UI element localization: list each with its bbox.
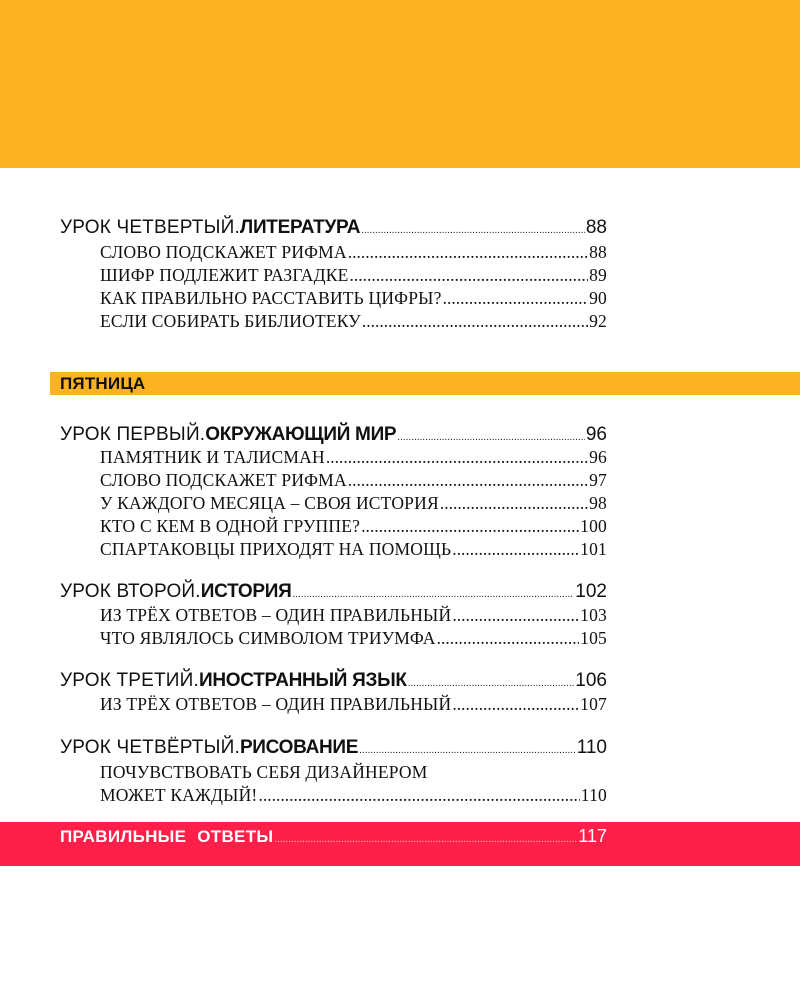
lesson-prefix: УРОК ТРЕТИЙ.	[60, 670, 199, 691]
page-number: 106	[575, 670, 607, 691]
topic-title: ПАМЯТНИК И ТАЛИСМАН	[100, 447, 325, 467]
dot-leader	[348, 470, 588, 491]
topic-title: ЕСЛИ СОБИРАТЬ БИБЛИОТЕКУ	[100, 311, 361, 331]
topic-title: МОЖЕТ КАЖДЫЙ!	[100, 785, 258, 805]
dot-leader	[452, 605, 579, 626]
page-number: 110	[580, 785, 607, 805]
page-number: 110	[576, 737, 607, 758]
dot-leader	[452, 539, 579, 560]
toc-topic[interactable]	[100, 265, 607, 286]
dot-leader	[397, 432, 585, 443]
topic-title: СЛОВО ПОДСКАЖЕТ РИФМА	[100, 470, 347, 490]
lesson-subject: ЛИТЕРАТУРА	[239, 217, 361, 238]
page-number: 102	[575, 581, 607, 602]
dot-leader	[258, 785, 579, 806]
lesson-subject: ИСТОРИЯ	[200, 581, 292, 602]
dot-leader	[408, 678, 575, 689]
toc-topic[interactable]	[100, 605, 607, 626]
toc-topic[interactable]	[100, 493, 607, 514]
page-number: 101	[580, 539, 607, 559]
toc-topic[interactable]	[100, 447, 607, 468]
page-number: 97	[589, 470, 607, 490]
page-number: 89	[589, 265, 607, 285]
page-number: 100	[580, 516, 607, 536]
lesson-subject: ОКРУЖАЮЩИЙ МИР	[205, 424, 397, 445]
dot-leader	[274, 834, 577, 845]
page-number: 96	[585, 424, 607, 445]
topic-title: ИЗ ТРЁХ ОТВЕТОВ – ОДИН ПРАВИЛЬНЫЙ	[100, 694, 452, 714]
toc-lesson-literature[interactable]	[60, 217, 607, 239]
page-number: 107	[580, 694, 607, 714]
lesson-subject: ИНОСТРАННЫЙ ЯЗЫК	[199, 670, 407, 691]
lesson-prefix: УРОК ПЕРВЫЙ.	[60, 424, 206, 445]
dot-leader	[452, 694, 579, 715]
page-number: 96	[589, 447, 607, 467]
toc-topic-line1[interactable]: ПОЧУВСТВОВАТЬ СЕБЯ ДИЗАЙНЕРОМ	[100, 762, 428, 782]
page-number: 90	[589, 288, 607, 308]
dot-leader	[359, 745, 576, 756]
dot-leader	[361, 516, 579, 537]
toc-topic[interactable]	[100, 539, 607, 560]
page-number: 92	[589, 311, 607, 331]
toc-lesson-environment[interactable]	[60, 424, 607, 446]
dot-leader	[348, 242, 588, 263]
topic-title: ИЗ ТРЁХ ОТВЕТОВ – ОДИН ПРАВИЛЬНЫЙ	[100, 605, 452, 625]
page-number: 88	[585, 217, 607, 238]
toc-answers[interactable]	[60, 826, 607, 847]
section-title-friday: ПЯТНИЦА	[60, 374, 146, 393]
lesson-prefix: УРОК ВТОРОЙ.	[60, 581, 201, 602]
dot-leader	[292, 589, 574, 600]
topic-title: СПАРТАКОВЦЫ ПРИХОДЯТ НА ПОМОЩЬ	[100, 539, 452, 559]
toc-lesson-history[interactable]	[60, 581, 607, 603]
lesson-subject: РИСОВАНИЕ	[239, 737, 359, 758]
toc-topic[interactable]	[100, 785, 607, 806]
toc-topic[interactable]	[100, 311, 607, 332]
dot-leader	[440, 493, 588, 514]
top-color-band	[0, 0, 800, 168]
dot-leader	[437, 628, 580, 649]
dot-leader	[350, 265, 589, 286]
dot-leader	[362, 311, 588, 332]
topic-title: КТО С КЕМ В ОДНОЙ ГРУППЕ?	[100, 516, 361, 536]
page-number: 103	[580, 605, 607, 625]
topic-title: ЧТО ЯВЛЯЛОСЬ СИМВОЛОМ ТРИУМФА	[100, 628, 436, 648]
friday-section-band	[50, 372, 800, 395]
answers-title: ПРАВИЛЬНЫЕ ОТВЕТЫ	[60, 827, 274, 846]
toc-topic[interactable]	[100, 288, 607, 309]
toc-topic[interactable]	[100, 516, 607, 537]
page-number: 117	[578, 826, 607, 846]
toc-topic[interactable]	[100, 470, 607, 491]
topic-title: ШИФР ПОДЛЕЖИТ РАЗГАДКЕ	[100, 265, 349, 285]
dot-leader	[443, 288, 589, 309]
toc-lesson-foreign-language[interactable]	[60, 670, 607, 692]
lesson-prefix: УРОК ЧЕТВЁРТЫЙ.	[60, 737, 240, 758]
topic-title: У КАЖДОГО МЕСЯЦА – СВОЯ ИСТОРИЯ	[100, 493, 439, 513]
dot-leader	[361, 225, 585, 236]
page-number: 88	[589, 242, 607, 262]
dot-leader	[326, 447, 588, 468]
toc-topic[interactable]	[100, 694, 607, 715]
topic-title: СЛОВО ПОДСКАЖЕТ РИФМА	[100, 242, 347, 262]
lesson-prefix: УРОК ЧЕТВЕРТЫЙ.	[60, 217, 240, 238]
topic-title: КАК ПРАВИЛЬНО РАССТАВИТЬ ЦИФРЫ?	[100, 288, 442, 308]
page-number: 98	[589, 493, 607, 513]
page-number: 105	[580, 628, 607, 648]
toc-lesson-drawing[interactable]	[60, 737, 607, 759]
toc-topic[interactable]	[100, 628, 607, 649]
toc-topic[interactable]	[100, 242, 607, 263]
